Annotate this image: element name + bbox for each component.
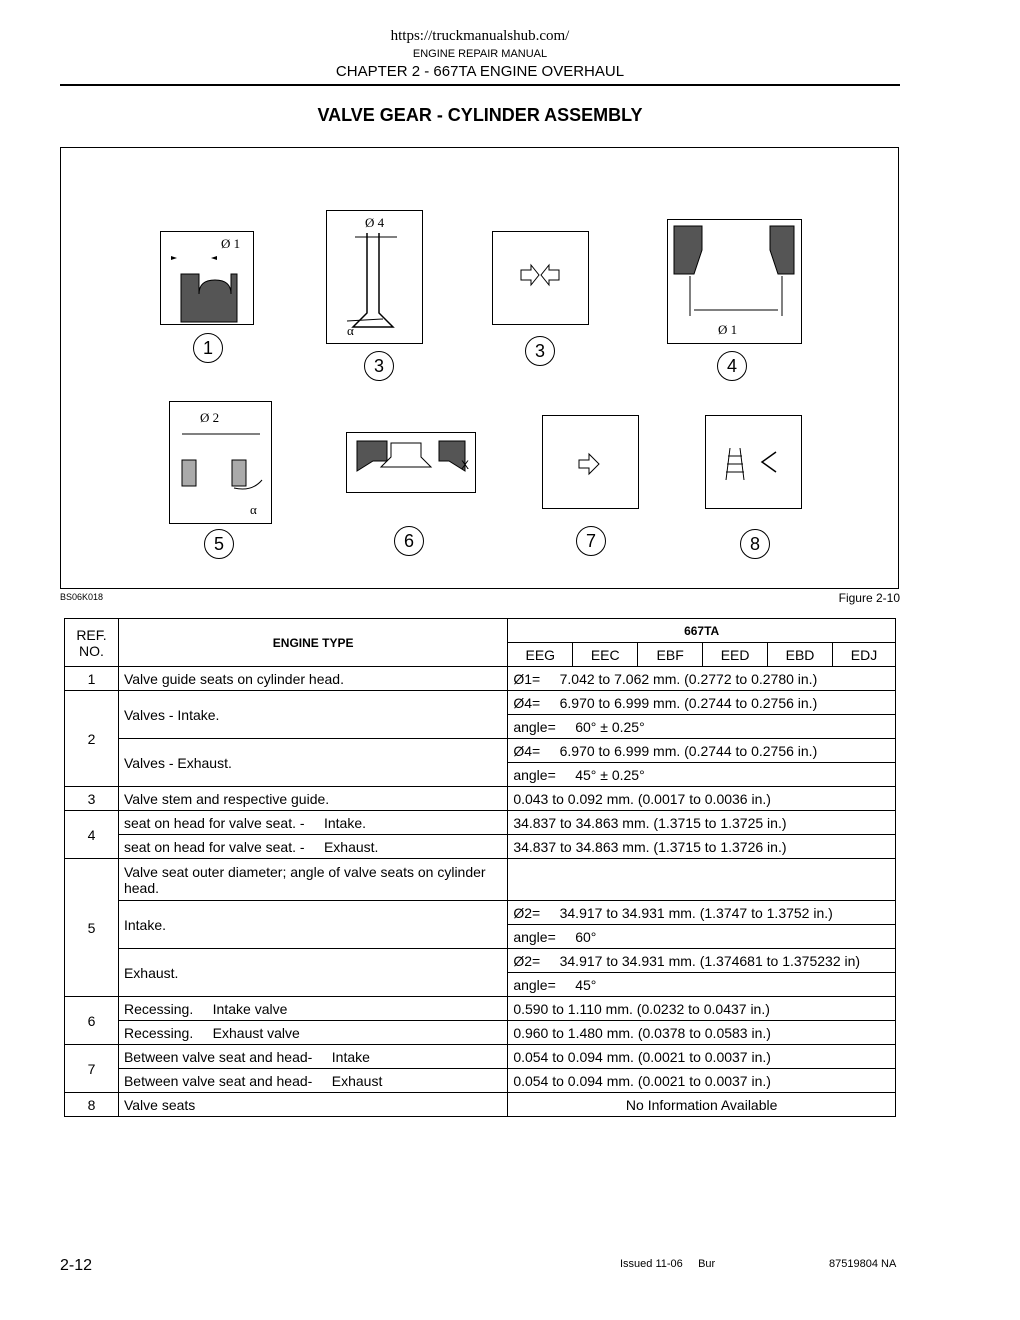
source-url: https://truckmanualshub.com/: [390, 28, 570, 44]
desc-cell: seat on head for valve seat. - Intake.: [118, 811, 507, 835]
value-cell: 0.590 to 1.110 mm. (0.0232 to 0.0437 in.): [508, 997, 896, 1021]
value-cell: 0.043 to 0.092 mm. (0.0017 to 0.0036 in.): [508, 787, 896, 811]
callout-8: 8: [740, 529, 770, 559]
page-title: VALVE GEAR - CYLINDER ASSEMBLY: [317, 105, 643, 125]
valve-seats-symbol: [706, 416, 800, 507]
callout-3a: 3: [364, 351, 394, 381]
panel-valve-stem: [326, 210, 423, 344]
figure-frame: [60, 147, 899, 589]
issue-info: Issued 11-06 Bur: [620, 1258, 716, 1270]
variant-header: EBF: [638, 643, 703, 667]
seat-diameter-illustration: [170, 402, 270, 522]
value-cell: 0.054 to 0.094 mm. (0.0021 to 0.0037 in.): [508, 1069, 896, 1093]
desc-cell: Recessing. Intake valve: [118, 997, 507, 1021]
value-cell: No Information Available: [508, 1093, 896, 1117]
ref-cell: 5: [65, 859, 119, 997]
value-cell: 0.960 to 1.480 mm. (0.0378 to 0.0583 in.): [508, 1021, 896, 1045]
document-number: 87519804 NA: [829, 1258, 897, 1270]
ref-cell: 6: [65, 997, 119, 1045]
ref-cell: 4: [65, 811, 119, 859]
chapter-title: CHAPTER 2 - 667TA ENGINE OVERHAUL: [335, 63, 625, 80]
ref-cell: 2: [65, 691, 119, 787]
ref-cell: 7: [65, 1045, 119, 1093]
callout-6: 6: [394, 526, 424, 556]
value-cell: angle= 60° ± 0.25°: [508, 715, 896, 739]
variant-header: EED: [703, 643, 768, 667]
recessing-illustration: [347, 433, 474, 491]
dim-d4-label: Ø 4: [365, 215, 385, 230]
manual-name: ENGINE REPAIR MANUAL: [412, 48, 548, 60]
desc-cell: Recessing. Exhaust valve: [118, 1021, 507, 1045]
desc-cell: Exhaust.: [118, 949, 507, 997]
ref-cell: 3: [65, 787, 119, 811]
model-header: 667TA: [508, 619, 896, 643]
value-cell: angle= 60°: [508, 925, 896, 949]
spec-table: [64, 618, 896, 1117]
header-rule: [60, 84, 900, 86]
value-cell: 0.054 to 0.094 mm. (0.0021 to 0.0037 in.): [508, 1045, 896, 1069]
dim-d1-label: Ø 1: [221, 236, 241, 251]
variant-header: EEG: [508, 643, 573, 667]
panel-valve-seats: [705, 415, 802, 509]
callout-1: 1: [193, 333, 223, 363]
variant-header: EDJ: [833, 643, 896, 667]
desc-cell: Valve seats: [118, 1093, 507, 1117]
panel-interference: [542, 415, 639, 509]
callout-5: 5: [204, 529, 234, 559]
valve-stem-illustration: [327, 211, 421, 342]
dim-d1-seat-label: Ø 1: [718, 322, 738, 337]
desc-cell: Valves - Exhaust.: [118, 739, 507, 787]
figure-label: Figure 2-10: [838, 591, 900, 605]
desc-cell: Valve seat outer diameter; angle of valve seats on cylinder head.: [118, 859, 507, 901]
value-cell: angle= 45°: [508, 973, 896, 997]
desc-cell: Valve guide seats on cylinder head.: [118, 667, 507, 691]
value-cell: Ø4= 6.970 to 6.999 mm. (0.2744 to 0.2756 in.): [508, 691, 896, 715]
desc-cell: Between valve seat and head- Exhaust: [118, 1069, 507, 1093]
variant-header: EEC: [573, 643, 638, 667]
seat-on-head-illustration: [668, 220, 800, 342]
ref-header: REF. NO.: [65, 619, 119, 667]
panel-seat-on-head: [667, 219, 802, 344]
valve-guide-seat-illustration: [161, 232, 252, 323]
value-cell: 34.837 to 34.863 mm. (1.3715 to 1.3725 in.): [508, 811, 896, 835]
value-cell: [508, 859, 896, 901]
callout-4: 4: [717, 351, 747, 381]
ref-cell: 8: [65, 1093, 119, 1117]
value-cell: Ø2= 34.917 to 34.931 mm. (1.374681 to 1.375232 in): [508, 949, 896, 973]
variant-header: EBD: [768, 643, 833, 667]
figure-code: BS06K018: [60, 592, 104, 602]
stem-clearance-symbol: [493, 232, 587, 323]
panel-valve-guide-seat: [160, 231, 254, 325]
panel-seat-diameter: [169, 401, 272, 524]
desc-cell: Valves - Intake.: [118, 691, 507, 739]
angle-alpha-seat-label: α: [250, 502, 257, 517]
callout-3b: 3: [525, 336, 555, 366]
panel-stem-clearance: [492, 231, 589, 325]
dim-x-label: X: [461, 458, 470, 472]
value-cell: 34.837 to 34.863 mm. (1.3715 to 1.3726 in.): [508, 835, 896, 859]
value-cell: angle= 45° ± 0.25°: [508, 763, 896, 787]
desc-cell: seat on head for valve seat. - Exhaust.: [118, 835, 507, 859]
engine-type-header: ENGINE TYPE: [118, 619, 507, 667]
interference-symbol: [543, 416, 637, 507]
value-cell: Ø2= 34.917 to 34.931 mm. (1.3747 to 1.3752 in.): [508, 901, 896, 925]
desc-cell: Valve stem and respective guide.: [118, 787, 507, 811]
desc-cell: Intake.: [118, 901, 507, 949]
angle-alpha-label: α: [347, 323, 354, 338]
page-number: 2-12: [60, 1257, 93, 1274]
value-cell: Ø4= 6.970 to 6.999 mm. (0.2744 to 0.2756 in.): [508, 739, 896, 763]
value-cell: Ø1= 7.042 to 7.062 mm. (0.2772 to 0.2780 in.): [508, 667, 896, 691]
ref-cell: 1: [65, 667, 119, 691]
dim-d2-label: Ø 2: [200, 410, 220, 425]
callout-7: 7: [576, 526, 606, 556]
desc-cell: Between valve seat and head- Intake: [118, 1045, 507, 1069]
panel-recessing: [346, 432, 476, 493]
